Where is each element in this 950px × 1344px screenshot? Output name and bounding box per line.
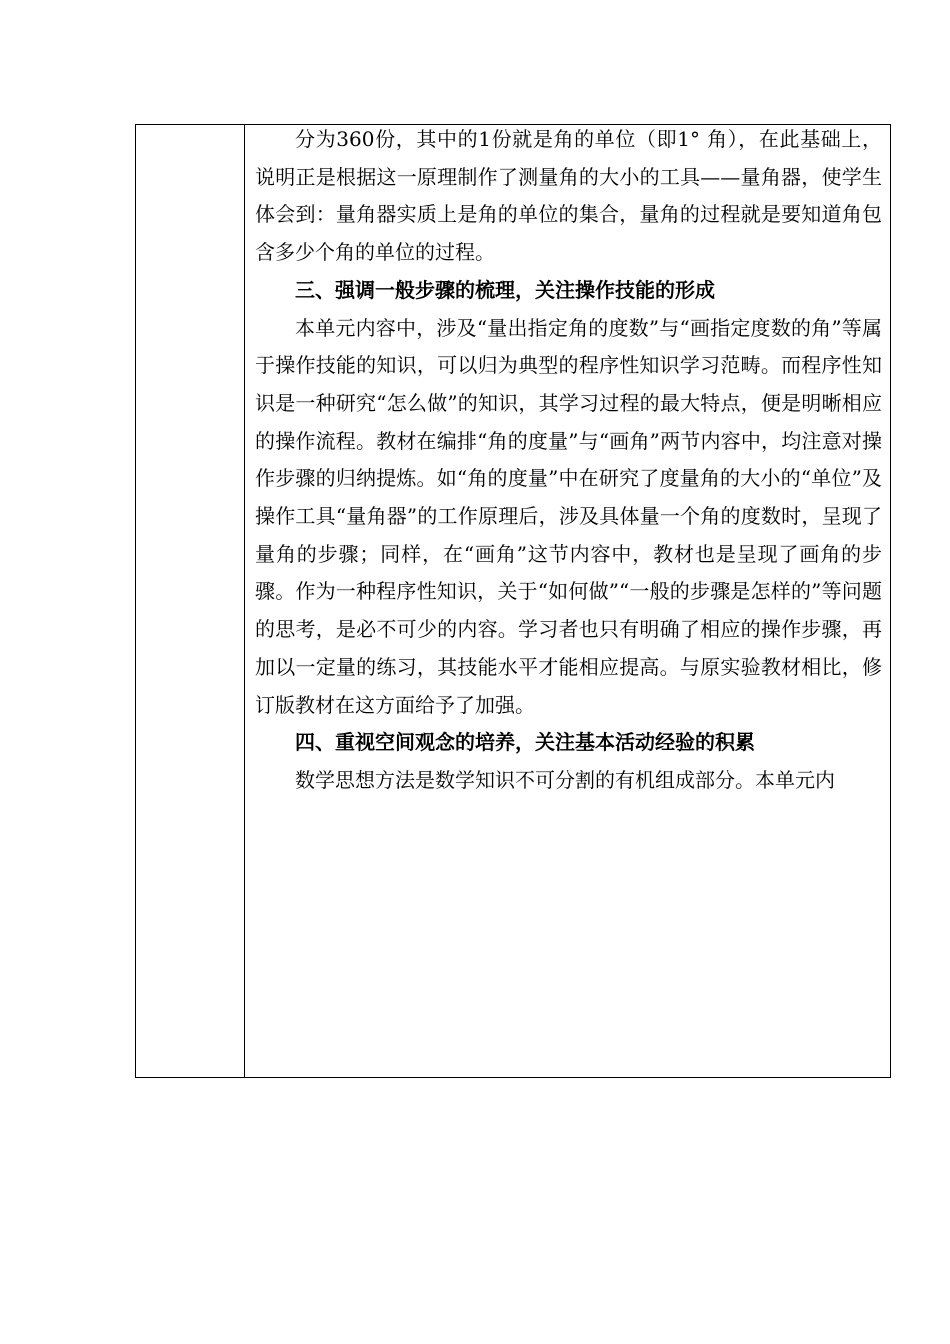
section-heading-three: 三、强调一般步骤的梳理，关注操作技能的形成	[295, 277, 715, 302]
paragraph-continuation: 分为360份，其中的1份就是角的单位（即1° 角），在此基础上，说明正是根据这一原理制作了测量角的大小的工具——量角器，使学生体会到：量角器实质上是角的单位的集合，量角的过程就是要知道角包含多少个角的单位的过程。	[255, 127, 882, 265]
left-column-cell	[136, 125, 245, 1077]
paragraph-operation-skills: 本单元内容中，涉及“量出指定角的度数”与“画指定度数的角”等属于操作技能的知识，可以归为典型的程序性知识学习范畴。而程序性知识是一种研究“怎么做”的知识，其学习过程的最大特点，便是明晰相应的操作流程。教材在编排“角的度量”与“画角”两节内容中，均注意对操作步骤的归纳提炼。如“角的度量”中在研究了度量角的大小的“单位”及操作工具“量角器”的工作原理后，涉及具体量一个角的度数时，呈现了量角的步骤；同样，在“画角”这节内容中，教材也是呈现了画角的步骤。作为一种程序性知识，关于“如何做”“一般的步骤是怎样的”等问题的思考，是必不可少的内容。学习者也只有明确了相应的操作步骤，再加以一定量的练习，其技能水平才能相应提高。与原实验教材相比，修订版教材在这方面给予了加强。	[255, 315, 882, 717]
section-heading-four: 四、重视空间观念的培养，关注基本活动经验的积累	[295, 730, 755, 755]
paragraph-math-thinking: 数学思想方法是数学知识不可分割的有机组成部分。本单元内	[295, 767, 835, 792]
content-table	[135, 124, 891, 1078]
right-column-cell	[245, 125, 890, 1077]
